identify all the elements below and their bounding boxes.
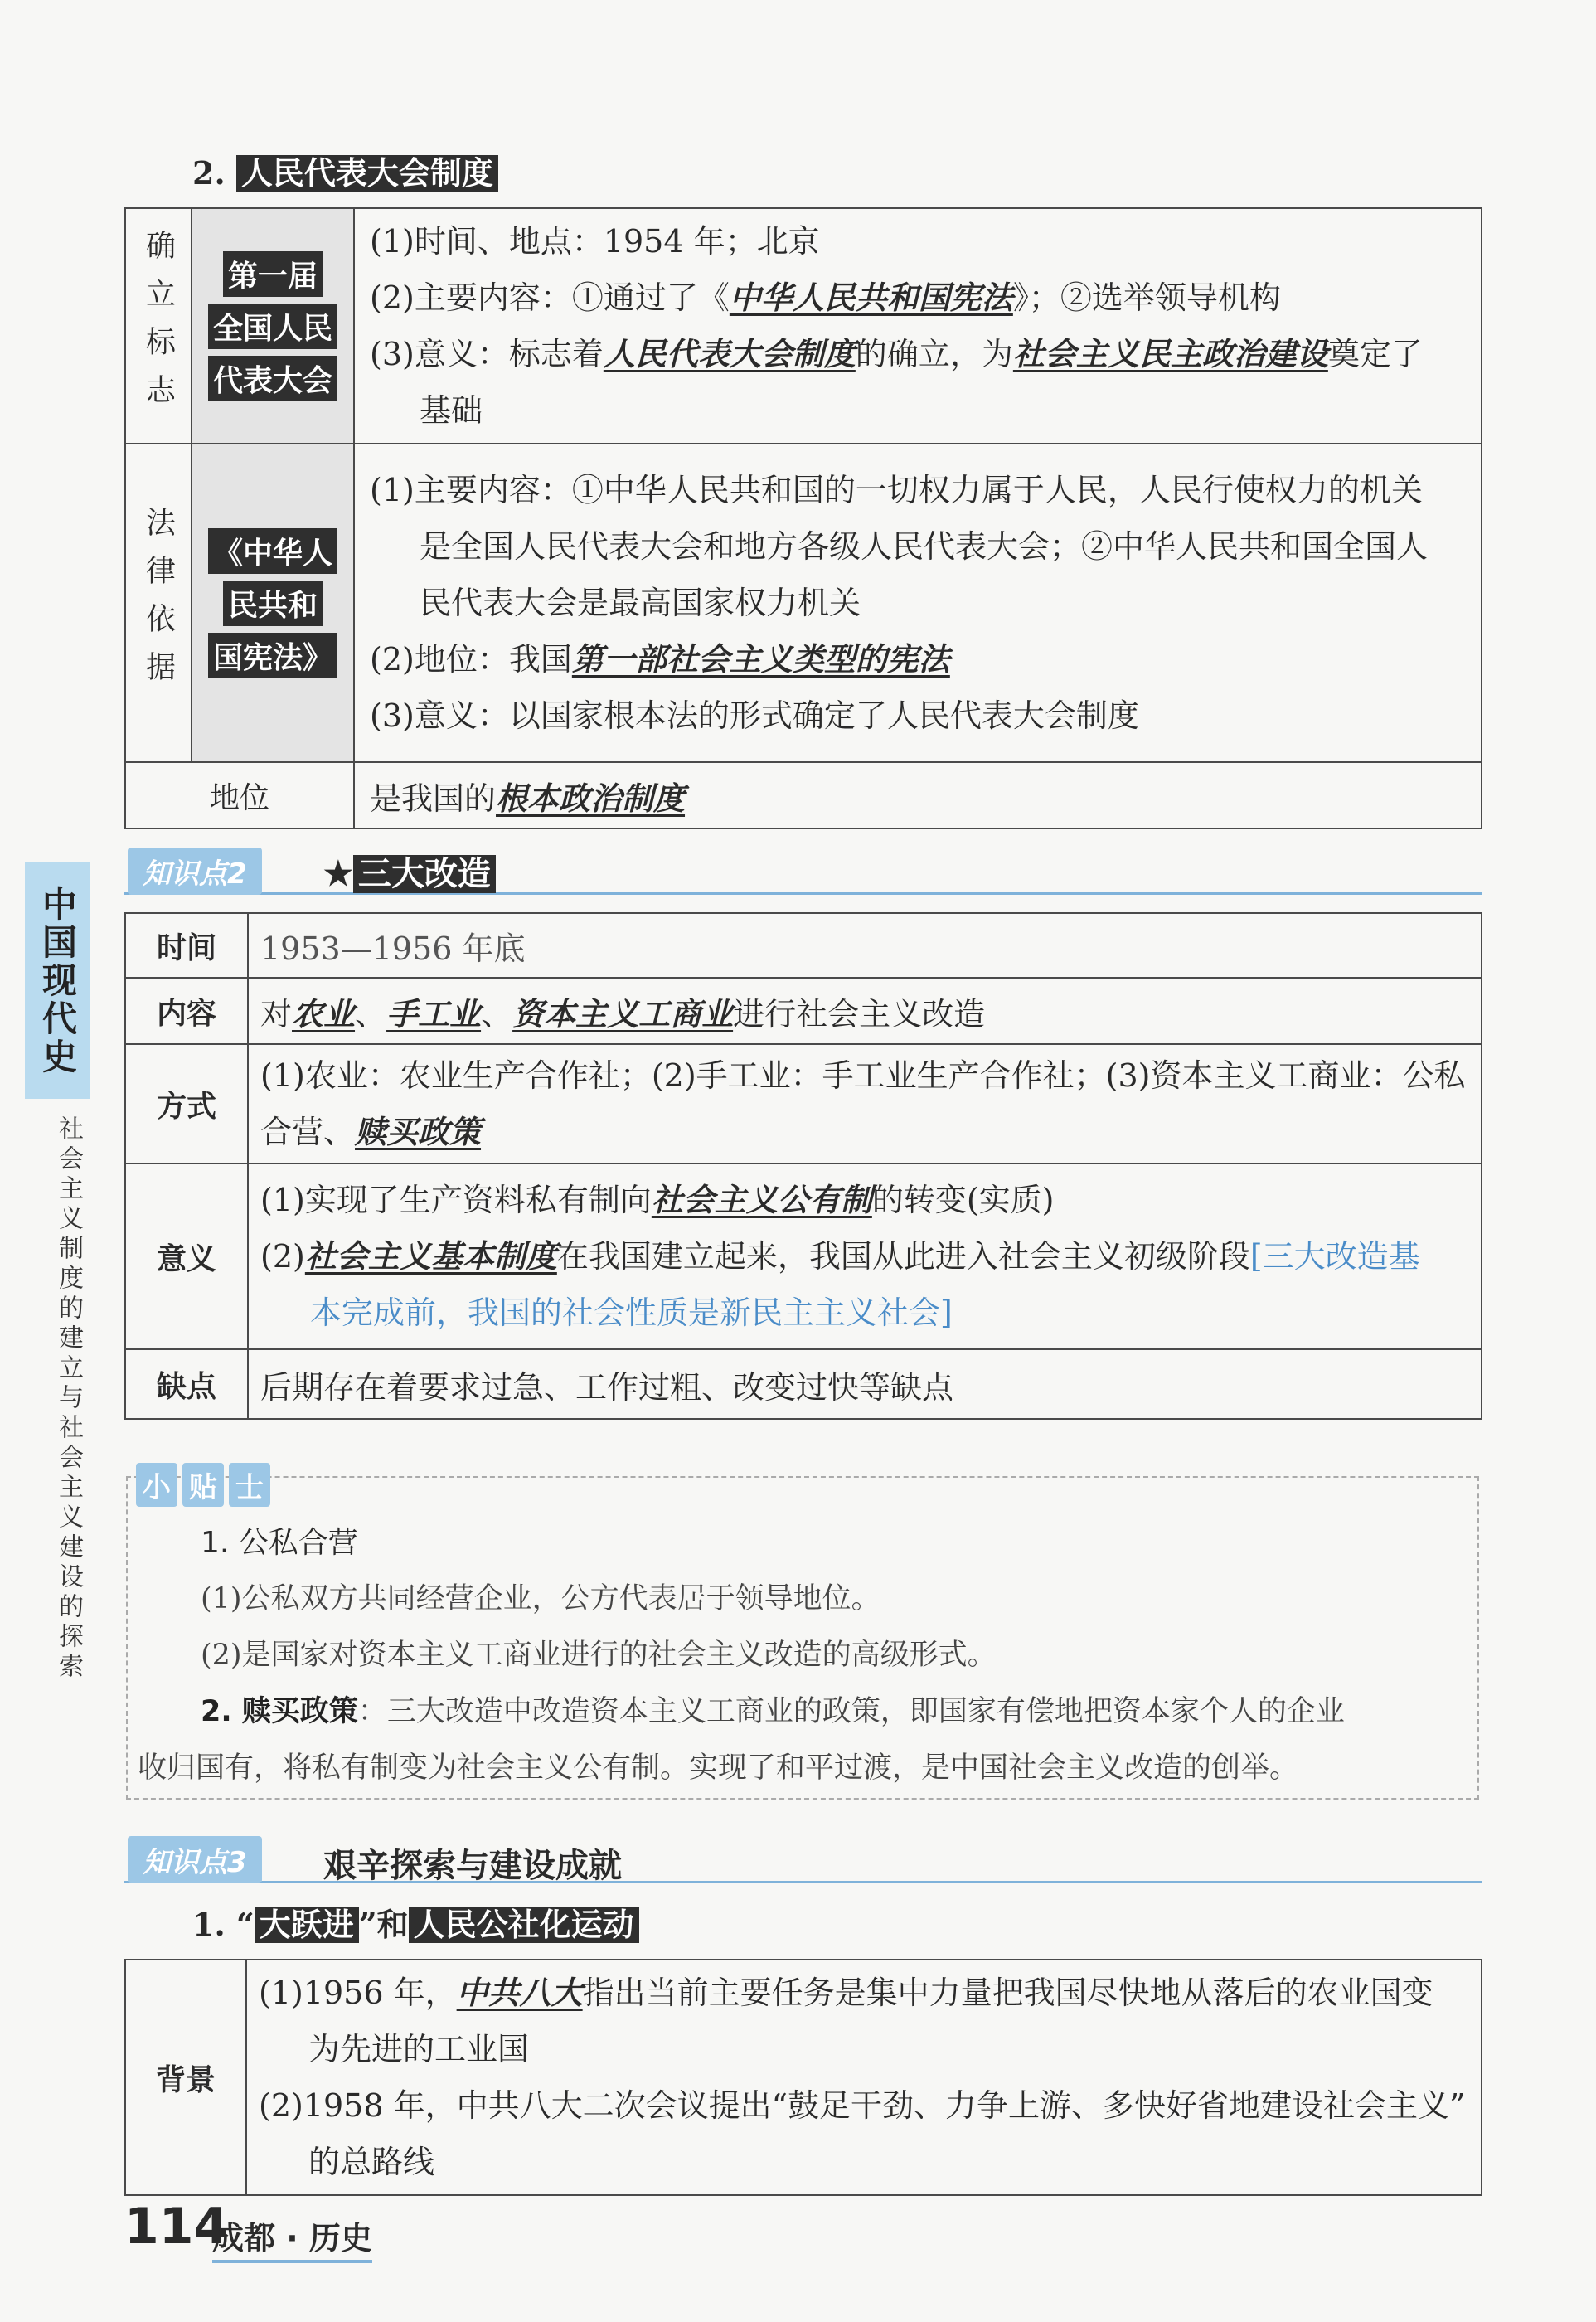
reform-row-flaw <box>125 1349 1482 1419</box>
content-line: (2)地位：我国第一部社会主义类型的宪法 <box>370 640 950 678</box>
reform-table <box>124 912 1482 1420</box>
content-line: 是全国人民代表大会和地方各级人民代表大会；②中华人民共和国全国人 <box>420 528 1429 565</box>
row-content <box>354 208 1482 444</box>
tips-box <box>126 1471 1479 1800</box>
content-line: 本完成前，我国的社会性质是新民主主义社会] <box>310 1295 953 1331</box>
content-line: 民代表大会是最高国家权力机关 <box>420 585 861 621</box>
npc-table <box>124 207 1482 829</box>
label-line: 第一届 <box>223 251 323 297</box>
row-content <box>248 1163 1482 1349</box>
content-line: (2)主要内容：①通过了《中华人民共和国宪法》；②选举领导机构 <box>370 279 1281 316</box>
label-line: 代表大会 <box>208 356 337 401</box>
kp3-badge: 知识点3 <box>128 1836 262 1883</box>
content-line: 合营、赎买政策 <box>260 1113 482 1150</box>
content-line: (1)时间、地点：1954 年；北京 <box>370 223 820 260</box>
label-line: 全国人民 <box>208 304 337 349</box>
star-icon: ★ <box>323 854 353 893</box>
npc-row-establish <box>125 208 1482 444</box>
section-heading-leap: 1. “ 大跃进 ”和 人民公社化运动 <box>192 1899 639 1945</box>
row-content: 后期存在着要求过急、工作过粗、改变过快等缺点 <box>248 1349 1482 1419</box>
row-head: 背景 <box>125 1960 246 2195</box>
bg-row <box>125 1960 1482 2195</box>
content-line: (1)农业：农业生产合作社；(2)手工业：手工业生产合作社；(3)资本主义工商业：公私 <box>260 1057 1466 1094</box>
label-line: 民共和 <box>223 580 323 626</box>
background-table <box>124 1959 1482 2196</box>
content-line: (3)意义：标志着人民代表大会制度的确立，为社会主义民主政治建设奠定了 <box>370 335 1423 372</box>
row-head: 法律依据 <box>125 444 192 762</box>
row-head: 确立标志 <box>125 208 192 444</box>
reform-row-meaning <box>125 1163 1482 1349</box>
page-number: 114 <box>124 2198 229 2256</box>
npc-row-status <box>125 762 1482 828</box>
row-content: 1953—1956 年底 <box>248 913 1482 978</box>
row-label <box>192 444 354 762</box>
label-line: 国宪法》 <box>208 633 337 678</box>
reform-row-method <box>125 1044 1482 1163</box>
row-label <box>192 208 354 444</box>
content-line: 的总路线 <box>308 2144 435 2180</box>
tip-line: 收归国有，将私有制变为社会主义公有制。实现了和平过渡，是中国社会主义改造的创举。 <box>138 1751 1299 1785</box>
section-heading-npc <box>192 148 498 193</box>
content-line: (2)社会主义基本制度在我国建立起来，我国从此进入社会主义初级阶段[三大改造基 <box>260 1237 1420 1275</box>
content-line: (1)实现了生产资料私有制向社会主义公有制的转变(实质) <box>260 1181 1055 1218</box>
content-line: 为先进的工业国 <box>308 2031 530 2067</box>
content-line: (2)1958 年，中共八大二次会议提出“鼓足干劲、力争上游、多快好省地建设社会主义” <box>259 2087 1466 2124</box>
label-line: 《中华人 <box>208 528 337 574</box>
kp2-title: ★ 三大改造 <box>323 848 496 895</box>
section-title: 人民代表大会制度 <box>236 155 498 192</box>
row-content <box>354 444 1482 762</box>
tip-line: (2)是国家对资本主义工商业进行的社会主义改造的高级形式。 <box>201 1639 997 1672</box>
content-line: (1)主要内容：①中华人民共和国的一切权力属于人民，人民行使权力的机关 <box>370 472 1423 508</box>
tip-line: (1)公私双方共同经营企业，公方代表居于领导地位。 <box>201 1582 880 1615</box>
row-head: 地位 <box>125 762 354 828</box>
sidebar-chapter-title: 社会主义制度的建立与社会主义建设的探索 <box>54 1115 83 1683</box>
row-content <box>248 1044 1482 1163</box>
npc-row-legal <box>125 444 1482 762</box>
kp3-header <box>124 1834 1482 1883</box>
tips-badge: 小 贴 士 <box>136 1463 270 1507</box>
kp3-title: 艰辛探索与建设成就 <box>323 1847 622 1885</box>
row-head: 方式 <box>125 1044 248 1163</box>
tip-line: 2. 赎买政策：三大改造中改造资本主义工商业的政策，即国家有偿地把资本家个人的企业 <box>201 1695 1345 1728</box>
kp2-badge: 知识点2 <box>128 848 262 895</box>
row-head: 时间 <box>125 913 248 978</box>
footer-label: 成都 · 历史 <box>212 2213 372 2263</box>
content-line: (1)1956 年，中共八大指出当前主要任务是集中力量把我国尽快地从落后的农业国变 <box>259 1974 1433 2011</box>
row-content: 是我国的根本政治制度 <box>354 762 1482 828</box>
reform-row-time <box>125 913 1482 978</box>
sidebar-section-tab: 中国现代史 <box>25 862 90 1099</box>
content-line: 基础 <box>420 392 483 429</box>
row-content: 对农业、手工业、资本主义工商业进行社会主义改造 <box>248 978 1482 1044</box>
kp2-header <box>124 846 1482 895</box>
row-content <box>246 1960 1482 2195</box>
section-number: 2. <box>192 154 226 192</box>
row-head: 内容 <box>125 978 248 1044</box>
reform-row-content <box>125 978 1482 1044</box>
content-line: (3)意义：以国家根本法的形式确定了人民代表大会制度 <box>370 697 1139 734</box>
row-head: 缺点 <box>125 1349 248 1419</box>
tip-title: 1. 公私合营 <box>201 1526 358 1560</box>
row-head: 意义 <box>125 1163 248 1349</box>
